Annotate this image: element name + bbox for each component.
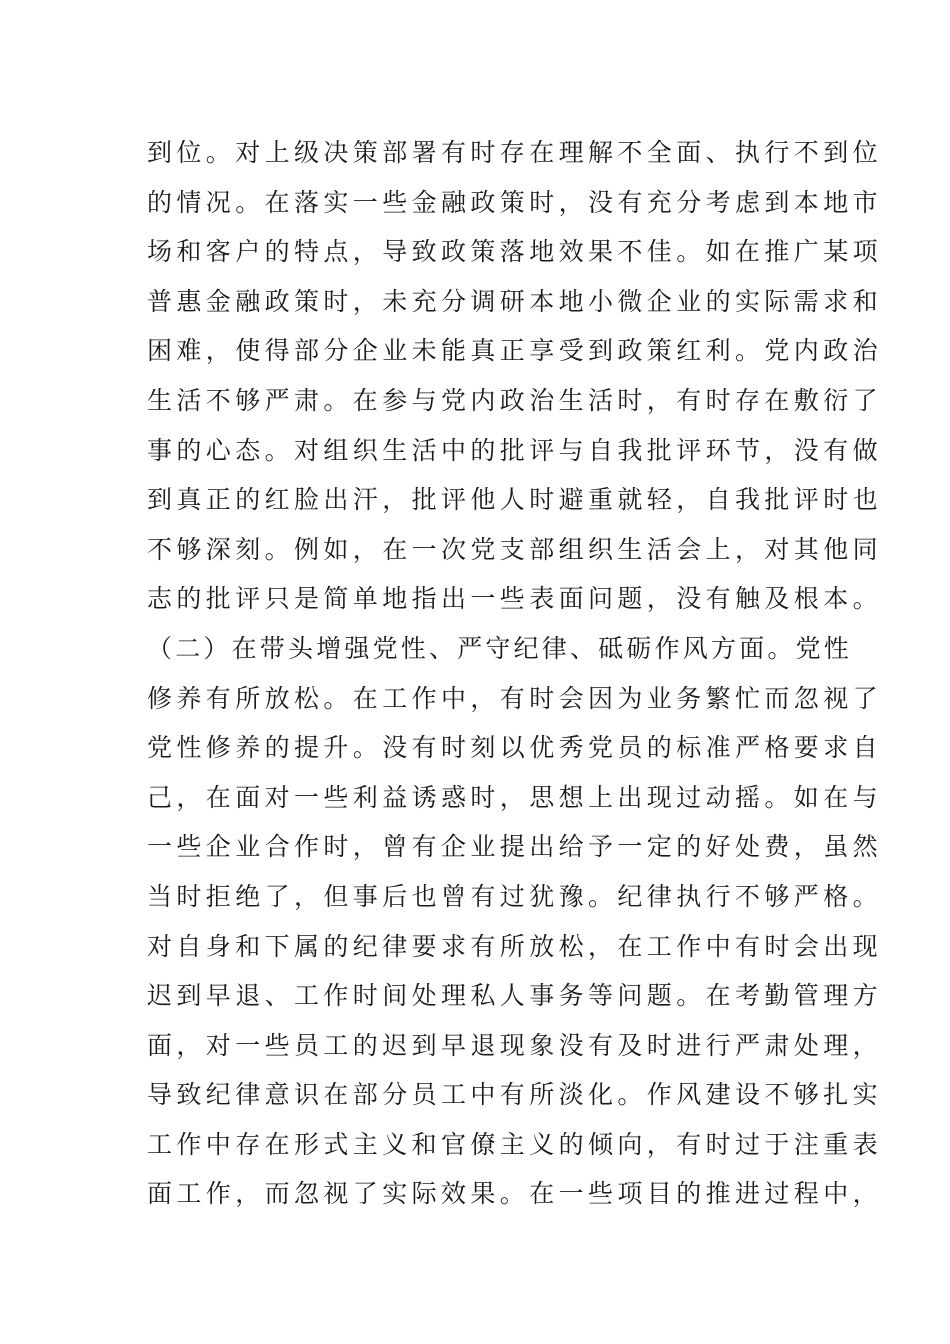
text-line: 的情况。在落实一些金融政策时，没有充分考虑到本地市 — [147, 187, 883, 217]
text-line: 不够深刻。例如，在一次党支部组织生活会上，对其他同 — [147, 534, 883, 564]
text-line: 面工作，而忽视了实际效果。在一些项目的推进过程中， — [147, 1179, 883, 1209]
text-line: 事的心态。对组织生活中的批评与自我批评环节，没有做 — [147, 435, 883, 465]
text-line: 一些企业合作时，曾有企业提出给予一定的好处费，虽然 — [147, 832, 883, 862]
text-line: 己，在面对一些利益诱惑时，思想上出现过动摇。如在与 — [147, 782, 883, 812]
text-line: 到位。对上级决策部署有时存在理解不全面、执行不到位 — [147, 138, 883, 167]
text-line: 到真正的红脸出汗，批评他人时避重就轻，自我批评时也 — [147, 485, 883, 515]
text-line: 对自身和下属的纪律要求有所放松，在工作中有时会出现 — [147, 931, 883, 961]
section-heading-line: （二）在带头增强党性、严守纪律、砥砺作风方面。党性 — [147, 633, 853, 663]
text-line: 当时拒绝了，但事后也曾有过犹豫。纪律执行不够严格。 — [147, 881, 883, 911]
text-line: 场和客户的特点，导致政策落地效果不佳。如在推广某项 — [147, 237, 883, 267]
body-text — [147, 128, 883, 1219]
text-line: 普惠金融政策时，未充分调研本地小微企业的实际需求和 — [147, 286, 883, 316]
text-line: 面，对一些员工的迟到早退现象没有及时进行严肃处理， — [147, 1030, 883, 1060]
text-line: 困难，使得部分企业未能真正享受到政策红利。党内政治 — [147, 336, 883, 366]
text-line: 导致纪律意识在部分员工中有所淡化。作风建设不够扎实 — [147, 1080, 883, 1110]
text-line: 工作中存在形式主义和官僚主义的倾向，有时过于注重表 — [147, 1129, 883, 1159]
text-line: 生活不够严肃。在参与党内政治生活时，有时存在敷衍了 — [147, 385, 883, 415]
text-line: 修养有所放松。在工作中，有时会因为业务繁忙而忽视了 — [147, 683, 883, 713]
text-line: 党性修养的提升。没有时刻以优秀党员的标准严格要求自 — [147, 733, 883, 763]
text-line: 迟到早退、工作时间处理私人事务等问题。在考勤管理方 — [147, 981, 883, 1011]
text-line: 志的批评只是简单地指出一些表面问题，没有触及根本。 — [147, 584, 883, 614]
